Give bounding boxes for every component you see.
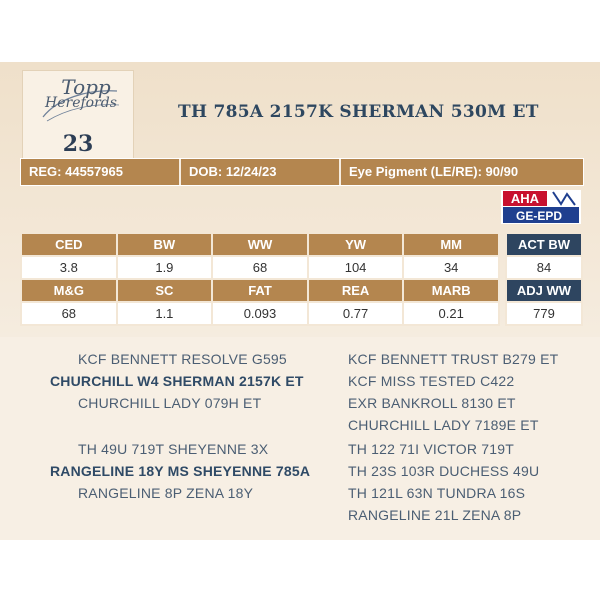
badge-line-1: AHA (510, 191, 540, 206)
pedigree-sire-sire: KCF BENNETT RESOLVE G595 (78, 351, 287, 367)
epd-table (20, 232, 500, 326)
card-header-area (0, 62, 600, 337)
registration-info-bar (20, 158, 584, 186)
epd-header-ced: CED (21, 233, 117, 256)
badge-line-2: GE-EPD (515, 209, 563, 223)
epd-value-ced: 3.8 (21, 256, 117, 279)
epd-value-rea: 0.77 (308, 302, 404, 325)
act-bw-value: 84 (506, 256, 582, 279)
epd-value-ww: 68 (212, 256, 308, 279)
eye-pigment: Eye Pigment (LE/RE): 90/90 (349, 164, 519, 179)
date-of-birth: DOB: 12/24/23 (181, 159, 341, 185)
lot-card (0, 62, 600, 540)
pedigree-right-4: CHURCHILL LADY 7189E ET (348, 417, 539, 433)
pedigree-dam: RANGELINE 18Y MS SHEYENNE 785A (50, 463, 311, 479)
epd-value-mm: 34 (403, 256, 499, 279)
pedigree-dam-dam: RANGELINE 8P ZENA 18Y (78, 485, 254, 501)
epd-header-sc: SC (117, 279, 213, 302)
epd-header-row-2 (21, 279, 499, 302)
pedigree-right-1: KCF BENNETT TRUST B279 ET (348, 351, 559, 367)
actuals-table (505, 232, 583, 326)
epd-value-marb: 0.21 (403, 302, 499, 325)
epd-header-mg: M&G (21, 279, 117, 302)
epd-header-ww: WW (212, 233, 308, 256)
logo-text (41, 75, 121, 111)
epd-value-mg: 68 (21, 302, 117, 325)
logo-line-2: Herefords (45, 95, 117, 111)
epd-header-yw: YW (308, 233, 404, 256)
logo-line-1: Topp (61, 75, 111, 99)
epd-header-mm: MM (403, 233, 499, 256)
reg-number: REG: 44557965 (21, 159, 181, 185)
pedigree (0, 337, 600, 540)
epd-header-bw: BW (117, 233, 213, 256)
epd-value-yw: 104 (308, 256, 404, 279)
epd-header-marb: MARB (403, 279, 499, 302)
pedigree-right-7: TH 121L 63N TUNDRA 16S (348, 485, 526, 501)
epd-value-sc: 1.1 (117, 302, 213, 325)
epd-value-fat: 0.093 (212, 302, 308, 325)
pedigree-right-2: KCF MISS TESTED C422 (348, 373, 515, 389)
epd-header-row-1 (21, 233, 499, 256)
pedigree-right-3: EXR BANKROLL 8130 ET (348, 395, 516, 411)
pedigree-right-6: TH 23S 103R DUCHESS 49U (348, 463, 540, 479)
aha-ge-epd-badge-icon (501, 190, 581, 224)
animal-name-title: TH 785A 2157K SHERMAN 530M ET (178, 102, 539, 122)
adj-ww-value: 779 (506, 302, 582, 325)
epd-value-bw: 1.9 (117, 256, 213, 279)
epd-header-rea: REA (308, 279, 404, 302)
pedigree-dam-sire: TH 49U 719T SHEYENNE 3X (78, 441, 269, 457)
act-bw-label: ACT BW (506, 233, 582, 256)
epd-value-row-2 (21, 302, 499, 325)
adj-ww-label: ADJ WW (506, 279, 582, 302)
pedigree-sire-dam: CHURCHILL LADY 079H ET (78, 395, 262, 411)
pedigree-sire: CHURCHILL W4 SHERMAN 2157K ET (50, 373, 304, 389)
epd-header-fat: FAT (212, 279, 308, 302)
pedigree-right-5: TH 122 71I VICTOR 719T (348, 441, 514, 457)
lot-number: 23 (62, 131, 94, 157)
ranch-logo (22, 70, 134, 162)
epd-value-row-1 (21, 256, 499, 279)
pedigree-right-8: RANGELINE 21L ZENA 8P (348, 507, 522, 523)
